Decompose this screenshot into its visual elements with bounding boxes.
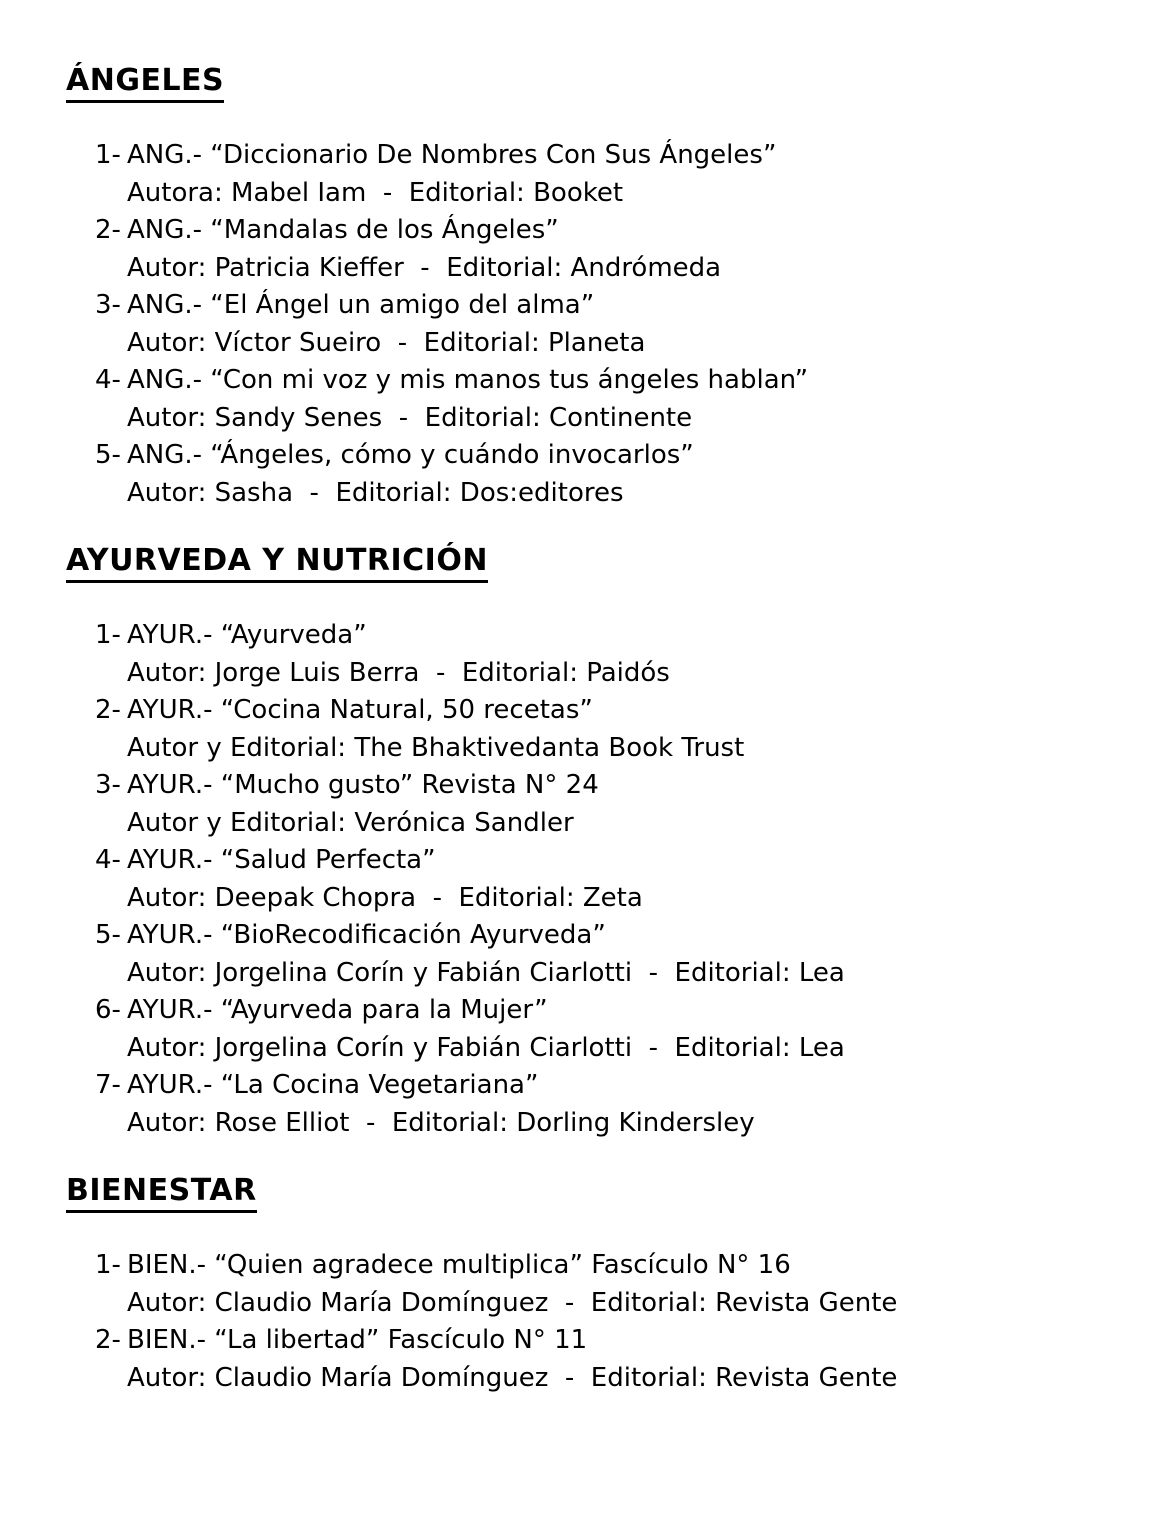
book-title: AYUR.- “Mucho gusto” Revista N° 24 [127,770,599,800]
item-number: 7- [95,1070,121,1100]
book-title: AYUR.- “BioRecodificación Ayurveda” [127,920,606,950]
item-number: 1- [95,1250,121,1280]
book-list [66,137,1130,512]
list-item [66,212,1130,287]
list-item [66,767,1130,842]
book-author: Autor: Deepak Chopra - Editorial: Zeta [127,882,643,913]
book-title: BIEN.- “Quien agradece multiplica” Fascículo N° 16 [127,1250,791,1280]
list-item [66,1067,1130,1142]
book-title: AYUR.- “La Cocina Vegetariana” [127,1070,539,1100]
item-number: 5- [95,440,121,470]
section-heading-text: ÁNGELES [66,63,224,103]
book-author: Autor: Jorge Luis Berra - Editorial: Paidós [127,657,670,688]
book-author: Autor: Sasha - Editorial: Dos:editores [127,477,624,508]
section-heading-text: AYURVEDA Y NUTRICIÓN [66,543,488,583]
book-title: ANG.- “Mandalas de los Ángeles” [127,215,559,245]
list-item [66,617,1130,692]
book-title: AYUR.- “Cocina Natural, 50 recetas” [127,695,593,725]
item-number: 2- [95,215,121,245]
item-number: 4- [95,365,121,395]
item-number: 1- [95,620,121,650]
book-author: Autor: Víctor Sueiro - Editorial: Planeta [127,327,646,358]
book-author: Autor: Rose Elliot - Editorial: Dorling Kindersley [127,1107,755,1138]
list-item [66,362,1130,437]
item-number: 3- [95,770,121,800]
book-author: Autor: Sandy Senes - Editorial: Continente [127,402,693,433]
section-heading-text: BIENESTAR [66,1173,257,1213]
book-title: ANG.- “El Ángel un amigo del alma” [127,290,595,320]
item-number: 5- [95,920,121,950]
section-bienestar [66,1172,1130,1397]
item-number: 6- [95,995,121,1025]
book-title: AYUR.- “Ayurveda para la Mujer” [127,995,548,1025]
item-number: 3- [95,290,121,320]
book-title: ANG.- “Ángeles, cómo y cuándo invocarlos” [127,440,694,470]
book-author: Autora: Mabel Iam - Editorial: Booket [127,177,624,208]
item-number: 2- [95,1325,121,1355]
section-heading [66,1172,1130,1210]
list-item [66,1247,1130,1322]
book-author: Autor: Claudio María Domínguez - Editorial: Revista Gente [127,1287,898,1318]
book-title: ANG.- “Diccionario De Nombres Con Sus Ángeles” [127,140,777,170]
list-item [66,692,1130,767]
section-ayurveda-y-nutricion [66,542,1130,1142]
list-item [66,437,1130,512]
book-author: Autor: Jorgelina Corín y Fabián Ciarlotti - Editorial: Lea [127,957,845,988]
book-author: Autor y Editorial: Verónica Sandler [127,807,574,838]
item-number: 4- [95,845,121,875]
book-title: ANG.- “Con mi voz y mis manos tus ángeles hablan” [127,365,809,395]
list-item [66,842,1130,917]
list-item [66,917,1130,992]
section-heading [66,542,1130,580]
book-list [66,1247,1130,1397]
list-item [66,137,1130,212]
item-number: 2- [95,695,121,725]
section-angeles [66,62,1130,512]
item-number: 1- [95,140,121,170]
list-item [66,992,1130,1067]
book-author: Autor y Editorial: The Bhaktivedanta Book Trust [127,732,745,763]
section-heading [66,62,1130,100]
book-author: Autor: Patricia Kieffer - Editorial: Andrómeda [127,252,722,283]
book-title: BIEN.- “La libertad” Fascículo N° 11 [127,1325,588,1355]
book-title: AYUR.- “Salud Perfecta” [127,845,436,875]
book-list [66,617,1130,1142]
book-author: Autor: Claudio María Domínguez - Editorial: Revista Gente [127,1362,898,1393]
book-title: AYUR.- “Ayurveda” [127,620,367,650]
list-item [66,287,1130,362]
list-item [66,1322,1130,1397]
book-author: Autor: Jorgelina Corín y Fabián Ciarlotti - Editorial: Lea [127,1032,845,1063]
